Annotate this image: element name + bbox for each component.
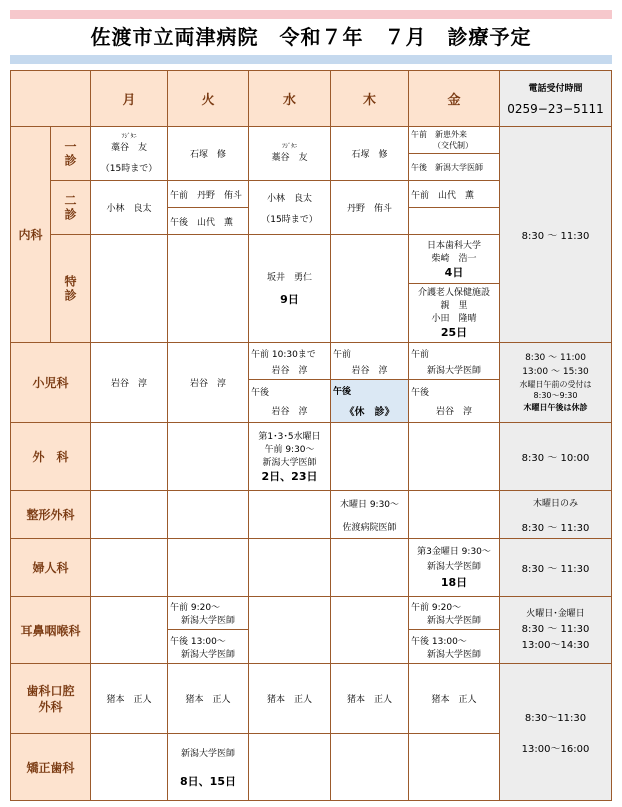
doctor-name: 新潟大学医師: [180, 616, 235, 626]
doctor-name: 新潟大学医師: [426, 562, 481, 572]
dept-shika: [10, 663, 91, 734]
day-tue: 火: [167, 70, 249, 127]
dept-jibika: 耳鼻咽喉科: [10, 596, 91, 664]
shonika-wed-am: [248, 342, 331, 380]
schedule-note: 第1･3･5水曜日: [258, 431, 321, 442]
day-mon: 月: [90, 70, 168, 127]
time-am: 8:30～11:30: [524, 713, 587, 724]
note-wed: 水曜日午前の受付は: [519, 379, 592, 389]
jibika-tue-pm: [167, 629, 249, 664]
doctor-name: 小林 良太: [266, 193, 312, 204]
org-name: 日本歯科大学: [426, 240, 481, 251]
doctor-name: 岩谷 淳: [271, 365, 308, 376]
fujinka-tue: [167, 538, 249, 597]
doctor-name: 藁谷 友: [110, 142, 147, 153]
jibika-mon: [90, 596, 168, 664]
jibika-tue-am: [167, 596, 249, 630]
day-wed: 水: [248, 70, 331, 127]
visit-date: 18日: [440, 576, 468, 589]
time-am: 8:30 ～ 11:30: [521, 624, 590, 635]
session-label: 午前 新患外来: [411, 130, 467, 139]
naika-ni-tue-am: 午前 丹野 侑斗: [167, 180, 249, 208]
naika-ni-wed: [248, 180, 331, 235]
time-pm: 13:00 ～ 15:30: [522, 366, 589, 377]
fujinka-fri: [408, 538, 500, 597]
time-pm: 13:00～14:30: [521, 640, 590, 651]
naika-sub-toku: 特診: [50, 234, 91, 343]
shika-tue: 猪本 正人: [167, 663, 249, 734]
shonika-tue: 岩谷 淳: [167, 342, 249, 423]
seikei-time: [499, 490, 612, 539]
time-am: 8:30 ～ 11:00: [525, 352, 586, 363]
session-label: 午後: [333, 387, 352, 397]
naika-ichi-thu: 石塚 修: [330, 126, 409, 181]
phone-number: 0259−23−5111: [507, 102, 604, 116]
naika-ichi-fri-am: [408, 126, 500, 154]
naika-ni-fri-pm: [408, 207, 500, 235]
doctor-name: 岩谷 淳: [351, 365, 388, 376]
seikei-fri: [408, 490, 500, 539]
kyousei-mon: [90, 733, 168, 801]
naika-ni-tue-pm: 午後 山代 薫: [167, 207, 249, 235]
dept-fujinka: 婦人科: [10, 538, 91, 597]
shonika-wed-pm: [248, 379, 331, 423]
dept-seikei: 整形外科: [10, 490, 91, 539]
jibika-fri-pm: [408, 629, 500, 664]
session-label: 午後: [411, 388, 430, 398]
session-note: （交代制）: [433, 141, 473, 150]
naika-ni-mon: 小林 良太: [90, 180, 168, 235]
shonika-time: [499, 342, 612, 423]
session-time: 午後 13:00～: [411, 636, 467, 647]
visit-date: 2日、23日: [261, 469, 318, 483]
dept-label: 歯科口腔外科: [26, 683, 75, 714]
dept-geka: 外 科: [10, 422, 91, 491]
reception-header: [499, 70, 612, 127]
doctor-note: （15時まで）: [100, 163, 158, 174]
session-label: 午後: [251, 388, 270, 398]
session-time: 午後 13:00～: [170, 636, 226, 647]
geka-fri: [408, 422, 500, 491]
doctor-name: 藁谷 友: [271, 153, 308, 163]
org-name: 介護老人保健施設: [417, 288, 490, 298]
doctor-name: 岩谷 淳: [271, 407, 308, 417]
session-time: 午前 9:30～: [264, 444, 315, 455]
time-note: 木曜日のみ: [532, 498, 578, 509]
note-wed-time: 8:30～9:30: [533, 390, 578, 400]
shonika-thu-am: [330, 342, 409, 380]
corner-cell: [10, 70, 91, 127]
naika-toku-wed: [248, 234, 331, 343]
doctor-name: 新潟大学医師: [180, 748, 235, 759]
shonika-thu-pm: [330, 379, 409, 423]
day-thu: 木: [330, 70, 409, 127]
kyousei-wed: [248, 733, 331, 801]
fujinka-time: 8:30 ～ 11:30: [499, 538, 612, 597]
naika-toku-fri-2: [408, 283, 500, 343]
doctor-name: 新潟大学医師: [426, 649, 481, 660]
shika-mon: 猪本 正人: [90, 663, 168, 734]
shika-time: [499, 663, 612, 801]
ruby-text: ﾌｼﾞﾀﾆ: [121, 132, 137, 140]
session-time: 午前 9:20～: [170, 603, 221, 613]
visit-date: 4日: [444, 265, 464, 279]
visit-date: 9日: [280, 293, 299, 306]
doctor-note: （15時まで）: [261, 214, 318, 225]
visit-date: 8日、15日: [180, 774, 236, 788]
time-pm: 13:00～16:00: [521, 744, 590, 755]
session-time: 午前 9:20～: [411, 603, 462, 613]
naika-toku-fri-1: [408, 234, 500, 284]
bottom-stripe: [10, 55, 612, 64]
kyousei-thu: [330, 733, 409, 801]
naika-ni-fri-am: 午前 山代 薫: [408, 180, 500, 208]
org-name-2: 親 里: [440, 301, 468, 311]
naika-ichi-mon: [90, 126, 168, 181]
doctor-name: 柴崎 浩一: [431, 253, 477, 264]
session-label: 午前 10:30まで: [251, 349, 316, 360]
dept-shonika: 小児科: [10, 342, 91, 423]
schedule-note: 第3金曜日 9:30～: [417, 547, 491, 557]
seikei-tue: [167, 490, 249, 539]
fujinka-wed: [248, 538, 331, 597]
jibika-wed: [248, 596, 331, 664]
jibika-time: [499, 596, 612, 664]
seikei-thu: [330, 490, 409, 539]
page-title: 佐渡市立両津病院 令和７年 ７月 診療予定: [90, 25, 532, 49]
geka-tue: [167, 422, 249, 491]
naika-toku-tue: [167, 234, 249, 343]
shika-wed: 猪本 正人: [248, 663, 331, 734]
naika-toku-mon: [90, 234, 168, 343]
doctor-name: 新潟大学医師: [426, 365, 481, 376]
kyousei-fri: [408, 733, 500, 801]
geka-time: 8:30 ～ 10:00: [499, 422, 612, 491]
geka-mon: [90, 422, 168, 491]
fujinka-thu: [330, 538, 409, 597]
doctor-name: 小田 隆晴: [431, 314, 477, 324]
seikei-wed: [248, 490, 331, 539]
doctor-name: 坂井 勇仁: [266, 273, 312, 283]
visit-date: 25日: [440, 326, 468, 339]
jibika-fri-am: [408, 596, 500, 630]
jibika-thu: [330, 596, 409, 664]
naika-ichi-fri-pm: 午後 新潟大学医師: [408, 153, 500, 181]
dept-naika: 内科: [10, 126, 51, 343]
shonika-mon: 岩谷 淳: [90, 342, 168, 423]
fujinka-mon: [90, 538, 168, 597]
naika-ichi-wed: [248, 126, 331, 181]
doctor-name: 岩谷 淳: [435, 407, 472, 417]
session-label: 午前: [411, 349, 430, 360]
closed-label: 《休 診》: [344, 407, 395, 418]
shika-fri: 猪本 正人: [408, 663, 500, 734]
kyousei-tue: [167, 733, 249, 801]
shonika-fri-am: [408, 342, 500, 380]
session-label: 午前: [333, 349, 352, 360]
naika-sub-ni: 二診: [50, 180, 91, 235]
naika-ni-thu: 丹野 侑斗: [330, 180, 409, 235]
geka-thu: [330, 422, 409, 491]
shika-thu: 猪本 正人: [330, 663, 409, 734]
time-range: 8:30 ～ 11:30: [521, 522, 590, 534]
naika-toku-thu: [330, 234, 409, 343]
shonika-fri-pm: [408, 379, 500, 423]
naika-ichi-tue: 石塚 修: [167, 126, 249, 181]
session-time: 木曜日 9:30～: [339, 499, 400, 510]
seikei-mon: [90, 490, 168, 539]
doctor-name: 新潟大学医師: [426, 616, 481, 626]
geka-wed: [248, 422, 331, 491]
doctor-name: 新潟大学医師: [262, 457, 317, 468]
top-stripe: [10, 10, 612, 19]
day-fri: 金: [408, 70, 500, 127]
note-thu: 木曜日午後は休診: [523, 402, 588, 412]
time-note: 火曜日･金曜日: [526, 609, 585, 619]
ruby-text: ﾌｼﾞﾀﾆ: [281, 143, 297, 150]
reception-label: 電話受付時間: [528, 84, 583, 94]
doctor-name: 新潟大学医師: [180, 649, 235, 660]
naika-sub-ichi: 一診: [50, 126, 91, 181]
doctor-name: 佐渡病院医師: [342, 522, 397, 533]
dept-kyousei: 矯正歯科: [10, 733, 91, 801]
naika-time: 8:30 ～ 11:30: [499, 126, 612, 343]
